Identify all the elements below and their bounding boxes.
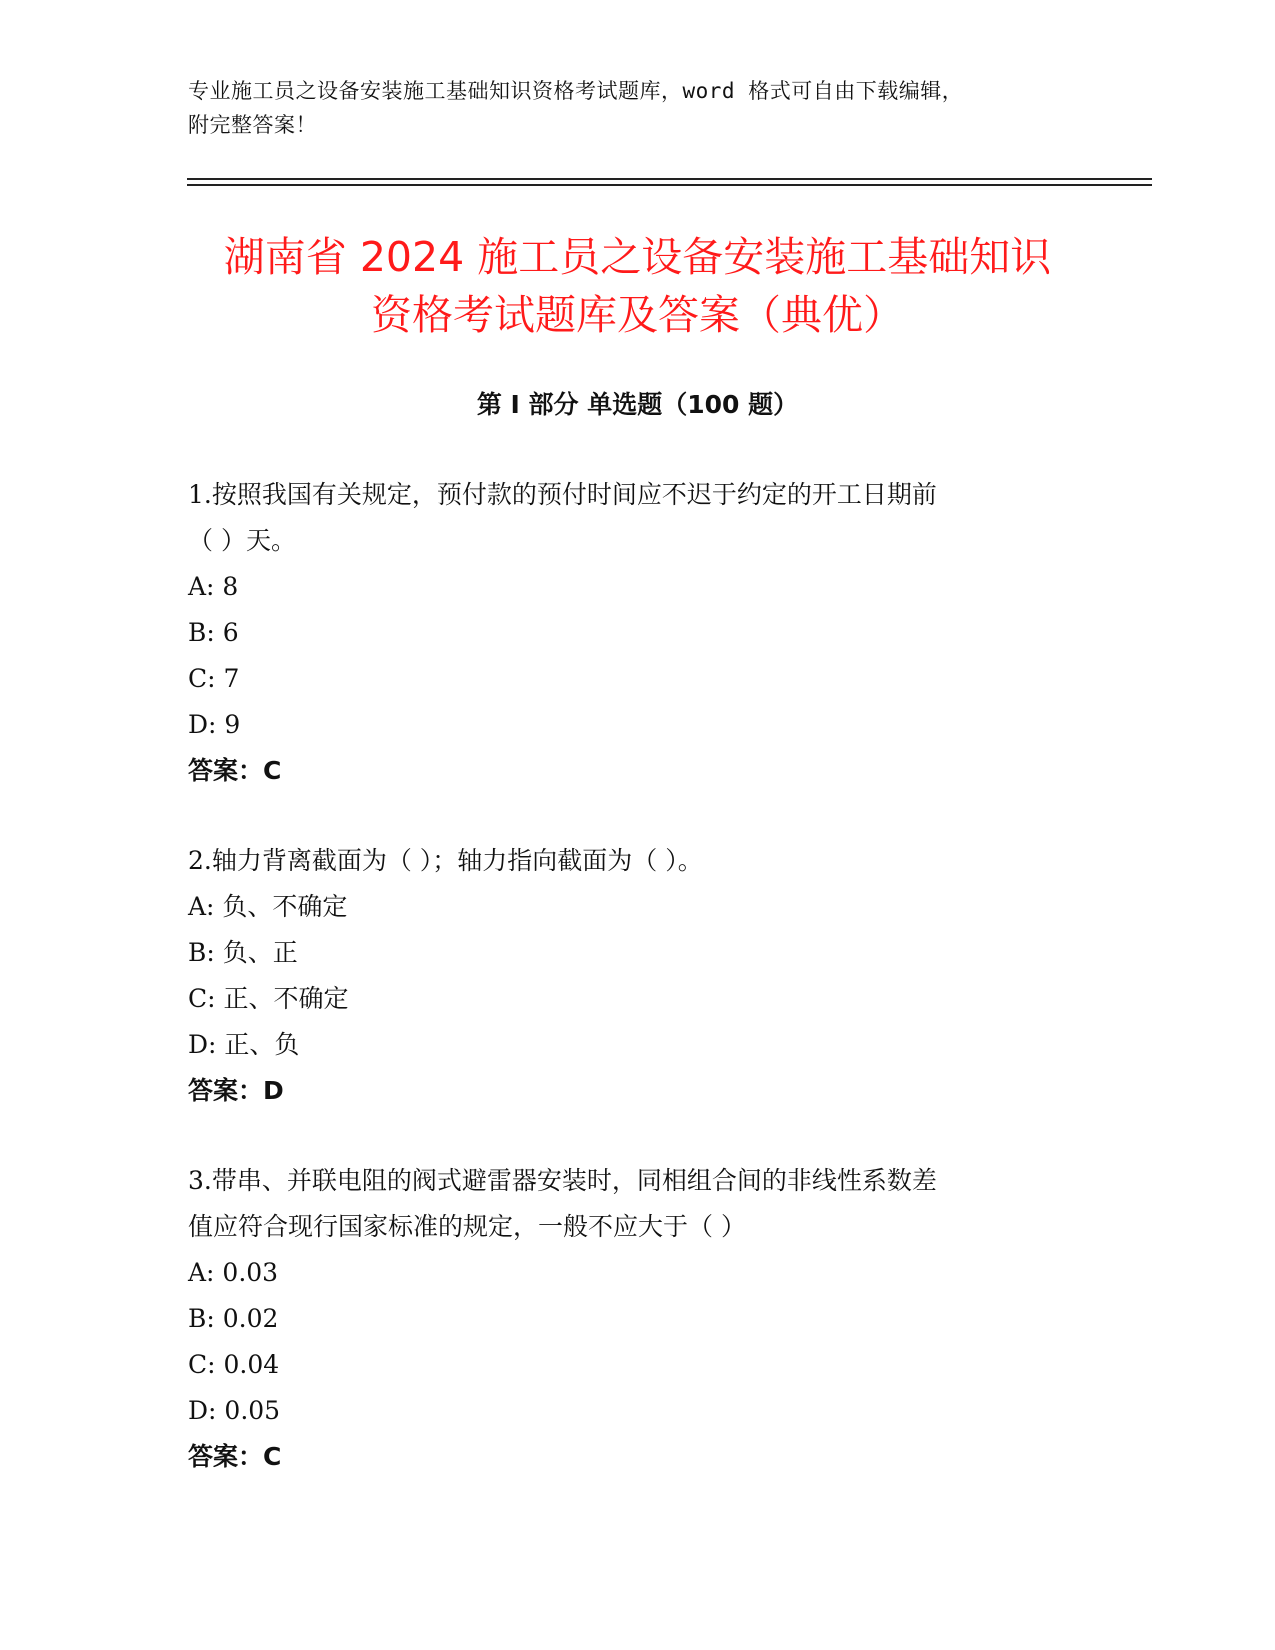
document-title bbox=[0, 228, 1275, 344]
header-divider bbox=[187, 178, 1152, 180]
question-stem: 3.带串、并联电阻的阀式避雷器安装时，同相组合间的非线性系数差 bbox=[188, 1166, 937, 1195]
question-stem: 1.按照我国有关规定，预付款的预付时间应不迟于约定的开工日期前 bbox=[188, 480, 937, 509]
question-item bbox=[188, 472, 1088, 794]
option-b: B: 6 bbox=[188, 618, 239, 647]
option-a: A: 负、不确定 bbox=[188, 892, 348, 921]
option-c: C: 0.04 bbox=[188, 1350, 280, 1379]
option-a: A: 0.03 bbox=[188, 1258, 279, 1287]
header-note-line: 专业施工员之设备安装施工基础知识资格考试题库，word 格式可自由下载编辑， bbox=[188, 79, 964, 103]
option-b: B: 负、正 bbox=[188, 938, 298, 967]
question-stem: （ ）天。 bbox=[188, 526, 296, 555]
document-title-line: 资格考试题库及答案（典优） bbox=[371, 291, 904, 339]
answer-label: 答案：C bbox=[188, 1442, 282, 1471]
question-item bbox=[188, 838, 1088, 1114]
question-item bbox=[188, 1158, 1088, 1480]
header-note bbox=[188, 74, 1088, 142]
question-stem: 值应符合现行国家标准的规定，一般不应大于（ ） bbox=[188, 1212, 746, 1241]
section-heading: 第 I 部分 单选题（100 题） bbox=[476, 390, 799, 419]
option-a: A: 8 bbox=[188, 572, 239, 601]
document-title-line: 湖南省 2024 施工员之设备安装施工基础知识 bbox=[223, 233, 1052, 281]
option-d: D: 0.05 bbox=[188, 1396, 281, 1425]
option-d: D: 9 bbox=[188, 710, 241, 739]
option-c: C: 7 bbox=[188, 664, 240, 693]
header-note-line: 附完整答案！ bbox=[188, 113, 317, 137]
option-b: B: 0.02 bbox=[188, 1304, 279, 1333]
question-stem: 2.轴力背离截面为（ ）；轴力指向截面为（ ）。 bbox=[188, 846, 703, 875]
option-c: C: 正、不确定 bbox=[188, 984, 349, 1013]
answer-label: 答案：D bbox=[188, 1076, 284, 1105]
answer-label: 答案：C bbox=[188, 756, 282, 785]
option-d: D: 正、负 bbox=[188, 1030, 300, 1059]
header-divider bbox=[187, 184, 1152, 186]
